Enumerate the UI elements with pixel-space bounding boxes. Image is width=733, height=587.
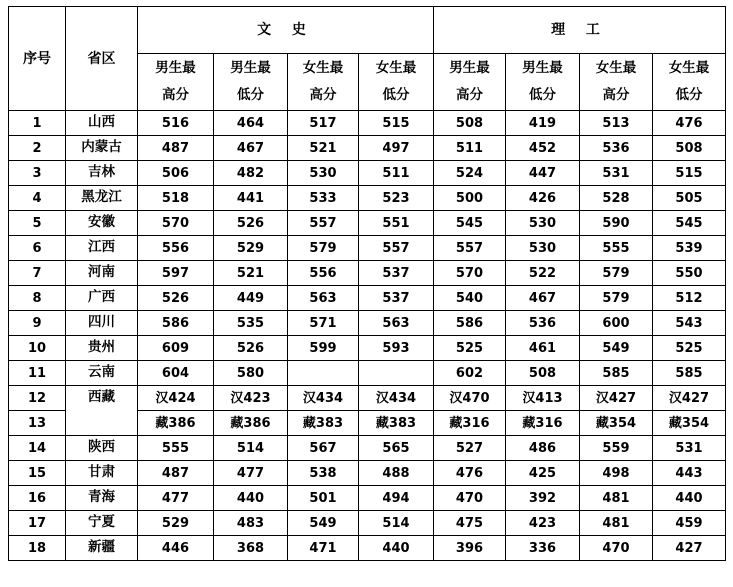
- score-cell: 446: [138, 536, 214, 561]
- score-cell: 477: [214, 461, 288, 486]
- score-cell: 487: [138, 461, 214, 486]
- score-cell: 559: [580, 436, 653, 461]
- score-cell: 530: [288, 161, 359, 186]
- score-cell: 521: [214, 261, 288, 286]
- score-cell: 汉434: [359, 386, 434, 411]
- table-row: [9, 536, 726, 561]
- province-cell: 青海: [66, 486, 138, 511]
- score-cell: 藏386: [214, 411, 288, 436]
- score-cell: 557: [359, 236, 434, 261]
- seq-cell: 8: [9, 286, 66, 311]
- score-cell: 545: [434, 211, 506, 236]
- score-cell: 441: [214, 186, 288, 211]
- score-cell: 585: [653, 361, 726, 386]
- score-cell: 609: [138, 336, 214, 361]
- score-cell: 586: [138, 311, 214, 336]
- column-header: [138, 54, 214, 111]
- score-cell: 602: [434, 361, 506, 386]
- score-cell: 549: [288, 511, 359, 536]
- score-cell: 585: [580, 361, 653, 386]
- seq-cell: 3: [9, 161, 66, 186]
- score-cell: 426: [506, 186, 580, 211]
- score-cell: 537: [359, 261, 434, 286]
- score-cell: 524: [434, 161, 506, 186]
- score-cell: 447: [506, 161, 580, 186]
- column-header-line1: 男生最: [522, 60, 563, 76]
- score-cell: 555: [580, 236, 653, 261]
- score-cell: 600: [580, 311, 653, 336]
- column-header-line2: 低分: [237, 87, 264, 103]
- score-cell: 470: [434, 486, 506, 511]
- score-cell: 396: [434, 536, 506, 561]
- score-cell: [288, 361, 359, 386]
- score-cell: 531: [653, 436, 726, 461]
- score-cell: 452: [506, 136, 580, 161]
- score-cell: 498: [580, 461, 653, 486]
- score-cell: 579: [580, 286, 653, 311]
- province-header: 省区: [66, 7, 138, 111]
- score-cell: 530: [506, 236, 580, 261]
- province-cell: 河南: [66, 261, 138, 286]
- score-cell: 563: [288, 286, 359, 311]
- score-cell: 467: [214, 136, 288, 161]
- seq-cell: 2: [9, 136, 66, 161]
- seq-cell: 5: [9, 211, 66, 236]
- score-cell: 515: [653, 161, 726, 186]
- table-row: [9, 211, 726, 236]
- score-cell: 汉470: [434, 386, 506, 411]
- score-cell: 550: [653, 261, 726, 286]
- score-cell: 汉434: [288, 386, 359, 411]
- column-header-line2: 高分: [602, 87, 630, 103]
- province-cell: 贵州: [66, 336, 138, 361]
- seq-cell: 11: [9, 361, 66, 386]
- score-cell: 599: [288, 336, 359, 361]
- table-body: [9, 7, 726, 561]
- score-cell: 427: [653, 536, 726, 561]
- score-cell: 藏386: [138, 411, 214, 436]
- score-cell: 539: [653, 236, 726, 261]
- score-cell: 440: [214, 486, 288, 511]
- seq-cell: 1: [9, 111, 66, 136]
- score-cell: 汉413: [506, 386, 580, 411]
- province-cell: 安徽: [66, 211, 138, 236]
- score-cell: 525: [653, 336, 726, 361]
- score-cell: 526: [214, 211, 288, 236]
- score-cell: 443: [653, 461, 726, 486]
- table-row: [9, 261, 726, 286]
- score-cell: 511: [434, 136, 506, 161]
- table-row: [9, 311, 726, 336]
- score-cell: 586: [434, 311, 506, 336]
- score-cell: 540: [434, 286, 506, 311]
- province-cell: 甘肃: [66, 461, 138, 486]
- group-header-liberal-arts: 文 史: [138, 7, 434, 54]
- column-header-line1: 男生最: [155, 60, 196, 76]
- score-cell: 549: [580, 336, 653, 361]
- column-header: [580, 54, 653, 111]
- province-cell: 陕西: [66, 436, 138, 461]
- score-cell: 514: [214, 436, 288, 461]
- score-cell: 514: [359, 511, 434, 536]
- score-cell: 汉427: [653, 386, 726, 411]
- column-header-line2: 低分: [529, 87, 556, 103]
- score-cell: 579: [288, 236, 359, 261]
- score-cell: 481: [580, 486, 653, 511]
- score-cell: 425: [506, 461, 580, 486]
- score-cell: 487: [138, 136, 214, 161]
- column-header: [288, 54, 359, 111]
- score-cell: 556: [288, 261, 359, 286]
- score-cell: 392: [506, 486, 580, 511]
- table-row: [9, 286, 726, 311]
- score-cell: 藏354: [653, 411, 726, 436]
- score-cell: 604: [138, 361, 214, 386]
- score-cell: 459: [653, 511, 726, 536]
- score-cell: 423: [506, 511, 580, 536]
- score-cell: 571: [288, 311, 359, 336]
- seq-cell: 18: [9, 536, 66, 561]
- column-header-line1: 男生最: [230, 60, 271, 76]
- score-cell: 563: [359, 311, 434, 336]
- score-cell: 486: [506, 436, 580, 461]
- score-cell: 500: [434, 186, 506, 211]
- score-cell: 515: [359, 111, 434, 136]
- score-cell: 508: [506, 361, 580, 386]
- score-cell: 497: [359, 136, 434, 161]
- column-header-line2: 高分: [456, 87, 483, 103]
- table-row: [9, 161, 726, 186]
- score-cell: 551: [359, 211, 434, 236]
- column-header-line1: 女生最: [668, 60, 710, 76]
- column-header-line2: 低分: [382, 87, 410, 103]
- score-cell: 481: [580, 511, 653, 536]
- province-cell: 内蒙古: [66, 136, 138, 161]
- province-cell: 云南: [66, 361, 138, 386]
- table-row: [9, 486, 726, 511]
- table-row: [9, 361, 726, 386]
- table-row: [9, 436, 726, 461]
- score-cell: 533: [288, 186, 359, 211]
- score-cell: 555: [138, 436, 214, 461]
- province-cell: 新疆: [66, 536, 138, 561]
- score-cell: [359, 361, 434, 386]
- score-cell: 537: [359, 286, 434, 311]
- score-cell: 567: [288, 436, 359, 461]
- score-cell: 590: [580, 211, 653, 236]
- province-cell: 山西: [66, 111, 138, 136]
- column-header: [653, 54, 726, 111]
- score-cell: 522: [506, 261, 580, 286]
- province-cell: 吉林: [66, 161, 138, 186]
- score-cell: 482: [214, 161, 288, 186]
- score-cell: 535: [214, 311, 288, 336]
- score-cell: 475: [434, 511, 506, 536]
- province-cell: 四川: [66, 311, 138, 336]
- column-header-line1: 女生最: [302, 60, 344, 76]
- seq-cell: 15: [9, 461, 66, 486]
- seq-cell: 12: [9, 386, 66, 411]
- score-cell: 440: [359, 536, 434, 561]
- column-header: [434, 54, 506, 111]
- score-cell: 593: [359, 336, 434, 361]
- score-cell: 506: [138, 161, 214, 186]
- seq-cell: 7: [9, 261, 66, 286]
- table-row: [9, 511, 726, 536]
- table-row: [9, 136, 726, 161]
- score-cell: 508: [434, 111, 506, 136]
- score-cell: 523: [359, 186, 434, 211]
- score-cell: 494: [359, 486, 434, 511]
- score-cell: 藏383: [359, 411, 434, 436]
- table-row: [9, 461, 726, 486]
- seq-cell: 10: [9, 336, 66, 361]
- admission-score-table: [8, 6, 726, 561]
- column-header-line1: 男生最: [449, 60, 490, 76]
- column-header-line1: 女生最: [375, 60, 417, 76]
- column-header-line2: 高分: [309, 87, 337, 103]
- score-cell: 419: [506, 111, 580, 136]
- score-cell: 汉427: [580, 386, 653, 411]
- province-cell: 黑龙江: [66, 186, 138, 211]
- seq-cell: 13: [9, 411, 66, 436]
- province-cell: 江西: [66, 236, 138, 261]
- score-cell: 藏383: [288, 411, 359, 436]
- score-cell: 511: [359, 161, 434, 186]
- score-cell: 556: [138, 236, 214, 261]
- score-cell: 526: [214, 336, 288, 361]
- score-cell: 476: [653, 111, 726, 136]
- seq-cell: 9: [9, 311, 66, 336]
- score-cell: 512: [653, 286, 726, 311]
- score-cell: 476: [434, 461, 506, 486]
- score-cell: 538: [288, 461, 359, 486]
- score-cell: 518: [138, 186, 214, 211]
- score-cell: 545: [653, 211, 726, 236]
- column-header: [506, 54, 580, 111]
- score-cell: 570: [434, 261, 506, 286]
- score-cell: 530: [506, 211, 580, 236]
- score-cell: 526: [138, 286, 214, 311]
- score-cell: 570: [138, 211, 214, 236]
- table-row: [9, 236, 726, 261]
- group-header-science: 理 工: [434, 7, 726, 54]
- province-cell: 广西: [66, 286, 138, 311]
- column-header-line2: 低分: [675, 87, 703, 103]
- score-cell: 藏354: [580, 411, 653, 436]
- score-cell: 467: [506, 286, 580, 311]
- score-cell: 580: [214, 361, 288, 386]
- score-cell: 525: [434, 336, 506, 361]
- seq-cell: 4: [9, 186, 66, 211]
- score-cell: 536: [580, 136, 653, 161]
- score-cell: 368: [214, 536, 288, 561]
- column-header-line2: 高分: [162, 87, 189, 103]
- score-cell: 508: [653, 136, 726, 161]
- column-header-line1: 女生最: [595, 60, 637, 76]
- table-row: [9, 111, 726, 136]
- score-cell: 藏316: [434, 411, 506, 436]
- score-cell: 528: [580, 186, 653, 211]
- score-cell: 471: [288, 536, 359, 561]
- score-cell: 藏316: [506, 411, 580, 436]
- seq-header: 序号: [9, 7, 66, 111]
- column-header: [359, 54, 434, 111]
- province-cell: 宁夏: [66, 511, 138, 536]
- score-cell: 483: [214, 511, 288, 536]
- score-cell: 529: [138, 511, 214, 536]
- score-cell: 543: [653, 311, 726, 336]
- score-cell: 440: [653, 486, 726, 511]
- score-cell: 336: [506, 536, 580, 561]
- score-cell: 529: [214, 236, 288, 261]
- seq-cell: 14: [9, 436, 66, 461]
- header-row-groups: [9, 7, 726, 54]
- score-cell: 汉424: [138, 386, 214, 411]
- score-cell: 505: [653, 186, 726, 211]
- table-row: [9, 186, 726, 211]
- score-cell: 517: [288, 111, 359, 136]
- score-cell: 477: [138, 486, 214, 511]
- seq-cell: 6: [9, 236, 66, 261]
- score-cell: 464: [214, 111, 288, 136]
- score-cell: 531: [580, 161, 653, 186]
- column-header: [214, 54, 288, 111]
- score-cell: 449: [214, 286, 288, 311]
- seq-cell: 16: [9, 486, 66, 511]
- score-cell: 521: [288, 136, 359, 161]
- score-cell: 527: [434, 436, 506, 461]
- score-cell: 579: [580, 261, 653, 286]
- score-cell: 461: [506, 336, 580, 361]
- province-cell: 西藏: [66, 386, 138, 436]
- table-row: [9, 386, 726, 411]
- score-cell: 557: [434, 236, 506, 261]
- score-cell: 536: [506, 311, 580, 336]
- score-cell: 597: [138, 261, 214, 286]
- score-cell: 470: [580, 536, 653, 561]
- score-cell: 565: [359, 436, 434, 461]
- score-cell: 488: [359, 461, 434, 486]
- score-cell: 513: [580, 111, 653, 136]
- score-cell: 汉423: [214, 386, 288, 411]
- seq-cell: 17: [9, 511, 66, 536]
- score-cell: 501: [288, 486, 359, 511]
- table-row: [9, 336, 726, 361]
- score-cell: 557: [288, 211, 359, 236]
- score-cell: 516: [138, 111, 214, 136]
